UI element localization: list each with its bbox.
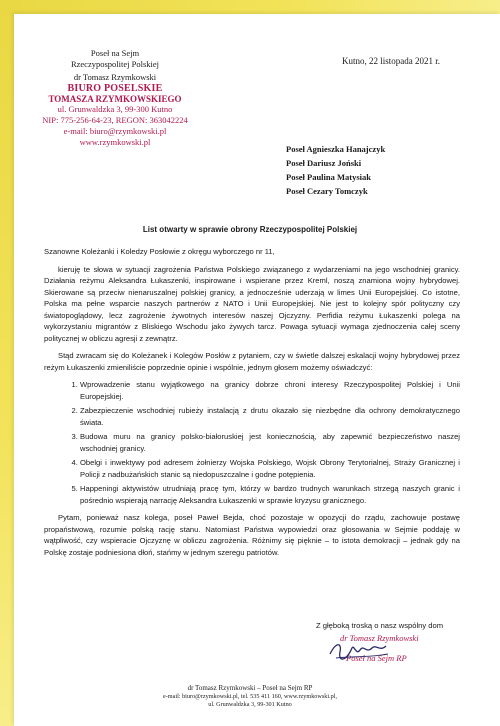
office-web: www.rzymkowski.pl bbox=[79, 137, 151, 147]
recipient: Poseł Agnieszka Hanajczyk bbox=[286, 144, 386, 154]
recipient: Poseł Cezary Tomczyk bbox=[286, 186, 368, 196]
footer-line1: dr Tomasz Rzymkowski – Poseł na Sejm RP bbox=[187, 684, 313, 692]
demands-list bbox=[44, 379, 460, 506]
office-ids: NIP: 775-256-64-23, REGON: 363042224 bbox=[42, 115, 188, 125]
recipient: Poseł Dariusz Joński bbox=[286, 158, 362, 168]
office-address: ul. Grunwaldzka 3, 99-300 Kutno bbox=[57, 104, 173, 114]
footer-line3: ul. Grunwaldzka 3, 99-301 Kutno bbox=[208, 701, 292, 708]
list-item: 3. Budowa muru na granicy polsko-białoruskiej jest koniecznością, aby zapewnić bezpieczeństwo naszej wschodniej granicy. bbox=[80, 431, 460, 454]
letterhead-name: dr Tomasz Rzymkowski bbox=[73, 72, 157, 82]
list-item: 5. Happeningi aktywistów utrudniają pracę tym, którzy w bardzo trudnych warunkach strzegą naszych granic i pośrednio wspierają narrację Aleksandra Łukaszenki w sprawie kryzysu granicznego. bbox=[80, 483, 460, 506]
handwritten-signature bbox=[326, 636, 396, 666]
letterhead bbox=[40, 48, 190, 148]
letterhead-line2: Rzeczypospolitej Polskiej bbox=[70, 59, 160, 69]
recipients-block bbox=[286, 142, 385, 198]
letter-footer bbox=[0, 684, 500, 710]
paragraph-1: kieruję te słowa w sytuacji zagrożenia Państwa Polskiego związanego z wydarzeniami na jego wschodniej granicy. Działania reżymu Aleksandra Łukaszenki, inspirowane i wspierane przez Kreml, noszą znamiona wojny hybrydowej. Skierowane są przeciw nienaruszalnej polskiej granicy, a jednocześnie uderzają w limes Unii Europejskiej. Co istotne, Polska ma pełne wsparcie naszych partnerów z NATO i Unii Europejskiej. Nie jest to kolejny spór polityczny czy światopoglądowy, lecz zagrożenie żywotnych interesów naszej Ojczyzny. Perfidia reżymu Łukaszenki polega na wykorzystaniu migrantów z Bliskiego Wschodu jako żywych tarcz. Powaga sytuacji wymaga zjednoczenia całej sceny politycznej w obliczu agresji z zewnątrz. bbox=[44, 264, 460, 343]
letter-date: Kutno, 22 listopada 2021 r. bbox=[342, 56, 440, 66]
closing-line: Z głęboką troską o nasz wspólny dom bbox=[316, 621, 444, 630]
signature-name: dr Tomasz Rzymkowski bbox=[340, 633, 419, 643]
recipient: Poseł Paulina Matysiak bbox=[286, 172, 372, 182]
salutation: Szanowne Koleżanki i Koledzy Posłowie z okręgu wyborczego nr 11, bbox=[44, 247, 275, 256]
office-owner: TOMASZA RZYMKOWSKIEGO bbox=[48, 94, 182, 104]
letterhead-line1: Poseł na Sejm bbox=[90, 48, 140, 58]
signature-role: Poseł na Sejm RP bbox=[346, 653, 407, 663]
list-item: 4. Obelgi i inwektywy pod adresem żołnierzy Wojska Polskiego, Wojsk Obrony Terytorialnej, Straży Granicznej i Policji z nadbużańskich stanic są niedopuszczalne i godne potępienia. bbox=[80, 457, 460, 480]
list-item: 2. Zabezpieczenie wschodniej rubieży instalacją z drutu okazało się niezbędne dla ochrony demokratycznego świata. bbox=[80, 405, 460, 428]
letter-title: List otwarty w sprawie obrony Rzeczypospolitej Polskiej bbox=[142, 225, 358, 234]
office-email: e-mail: biuro@rzymkowski.pl bbox=[63, 126, 167, 136]
office-title: BIURO POSELSKIE bbox=[67, 83, 163, 94]
paragraph-2: Stąd zwracam się do Koleżanek i Kolegów Posłów z pytaniem, czy w świetle dalszej eskalacji wojny hybrydowej przez reżym Łukaszenki zmieniliście poprzednie opinie i wspólnie, jednym głosem możemy oświadczyć: bbox=[44, 351, 460, 372]
paragraph-3: Pytam, ponieważ nasz kolega, poseł Paweł Bejda, choć pozostaje w opozycji do rządu, zachowuje postawę propaństwową, rozumie polską rację stanu. Natomiast Państwa wypowiedzi oraz głosowania w Sejmie poddaję w wątpliwość, czy wspieracie Ojczyznę w obliczu zagrożenia. Różnimy się pięknie – to istota demokracji – jednak gdy na Polskę zostaje podniesiona dłoń, stańmy w jednym szeregu patriotów. bbox=[44, 513, 460, 557]
list-item: 1. Wprowadzenie stanu wyjątkowego na granicy dobrze chroni interesy Rzeczypospolitej Polskiej i Unii Europejskiej. bbox=[80, 379, 460, 402]
footer-line2: e-mail: biuro@rzymkowski.pl, tel. 535 411 160, www.rzymkowski.pl, bbox=[163, 692, 337, 700]
letter-body bbox=[44, 246, 460, 564]
